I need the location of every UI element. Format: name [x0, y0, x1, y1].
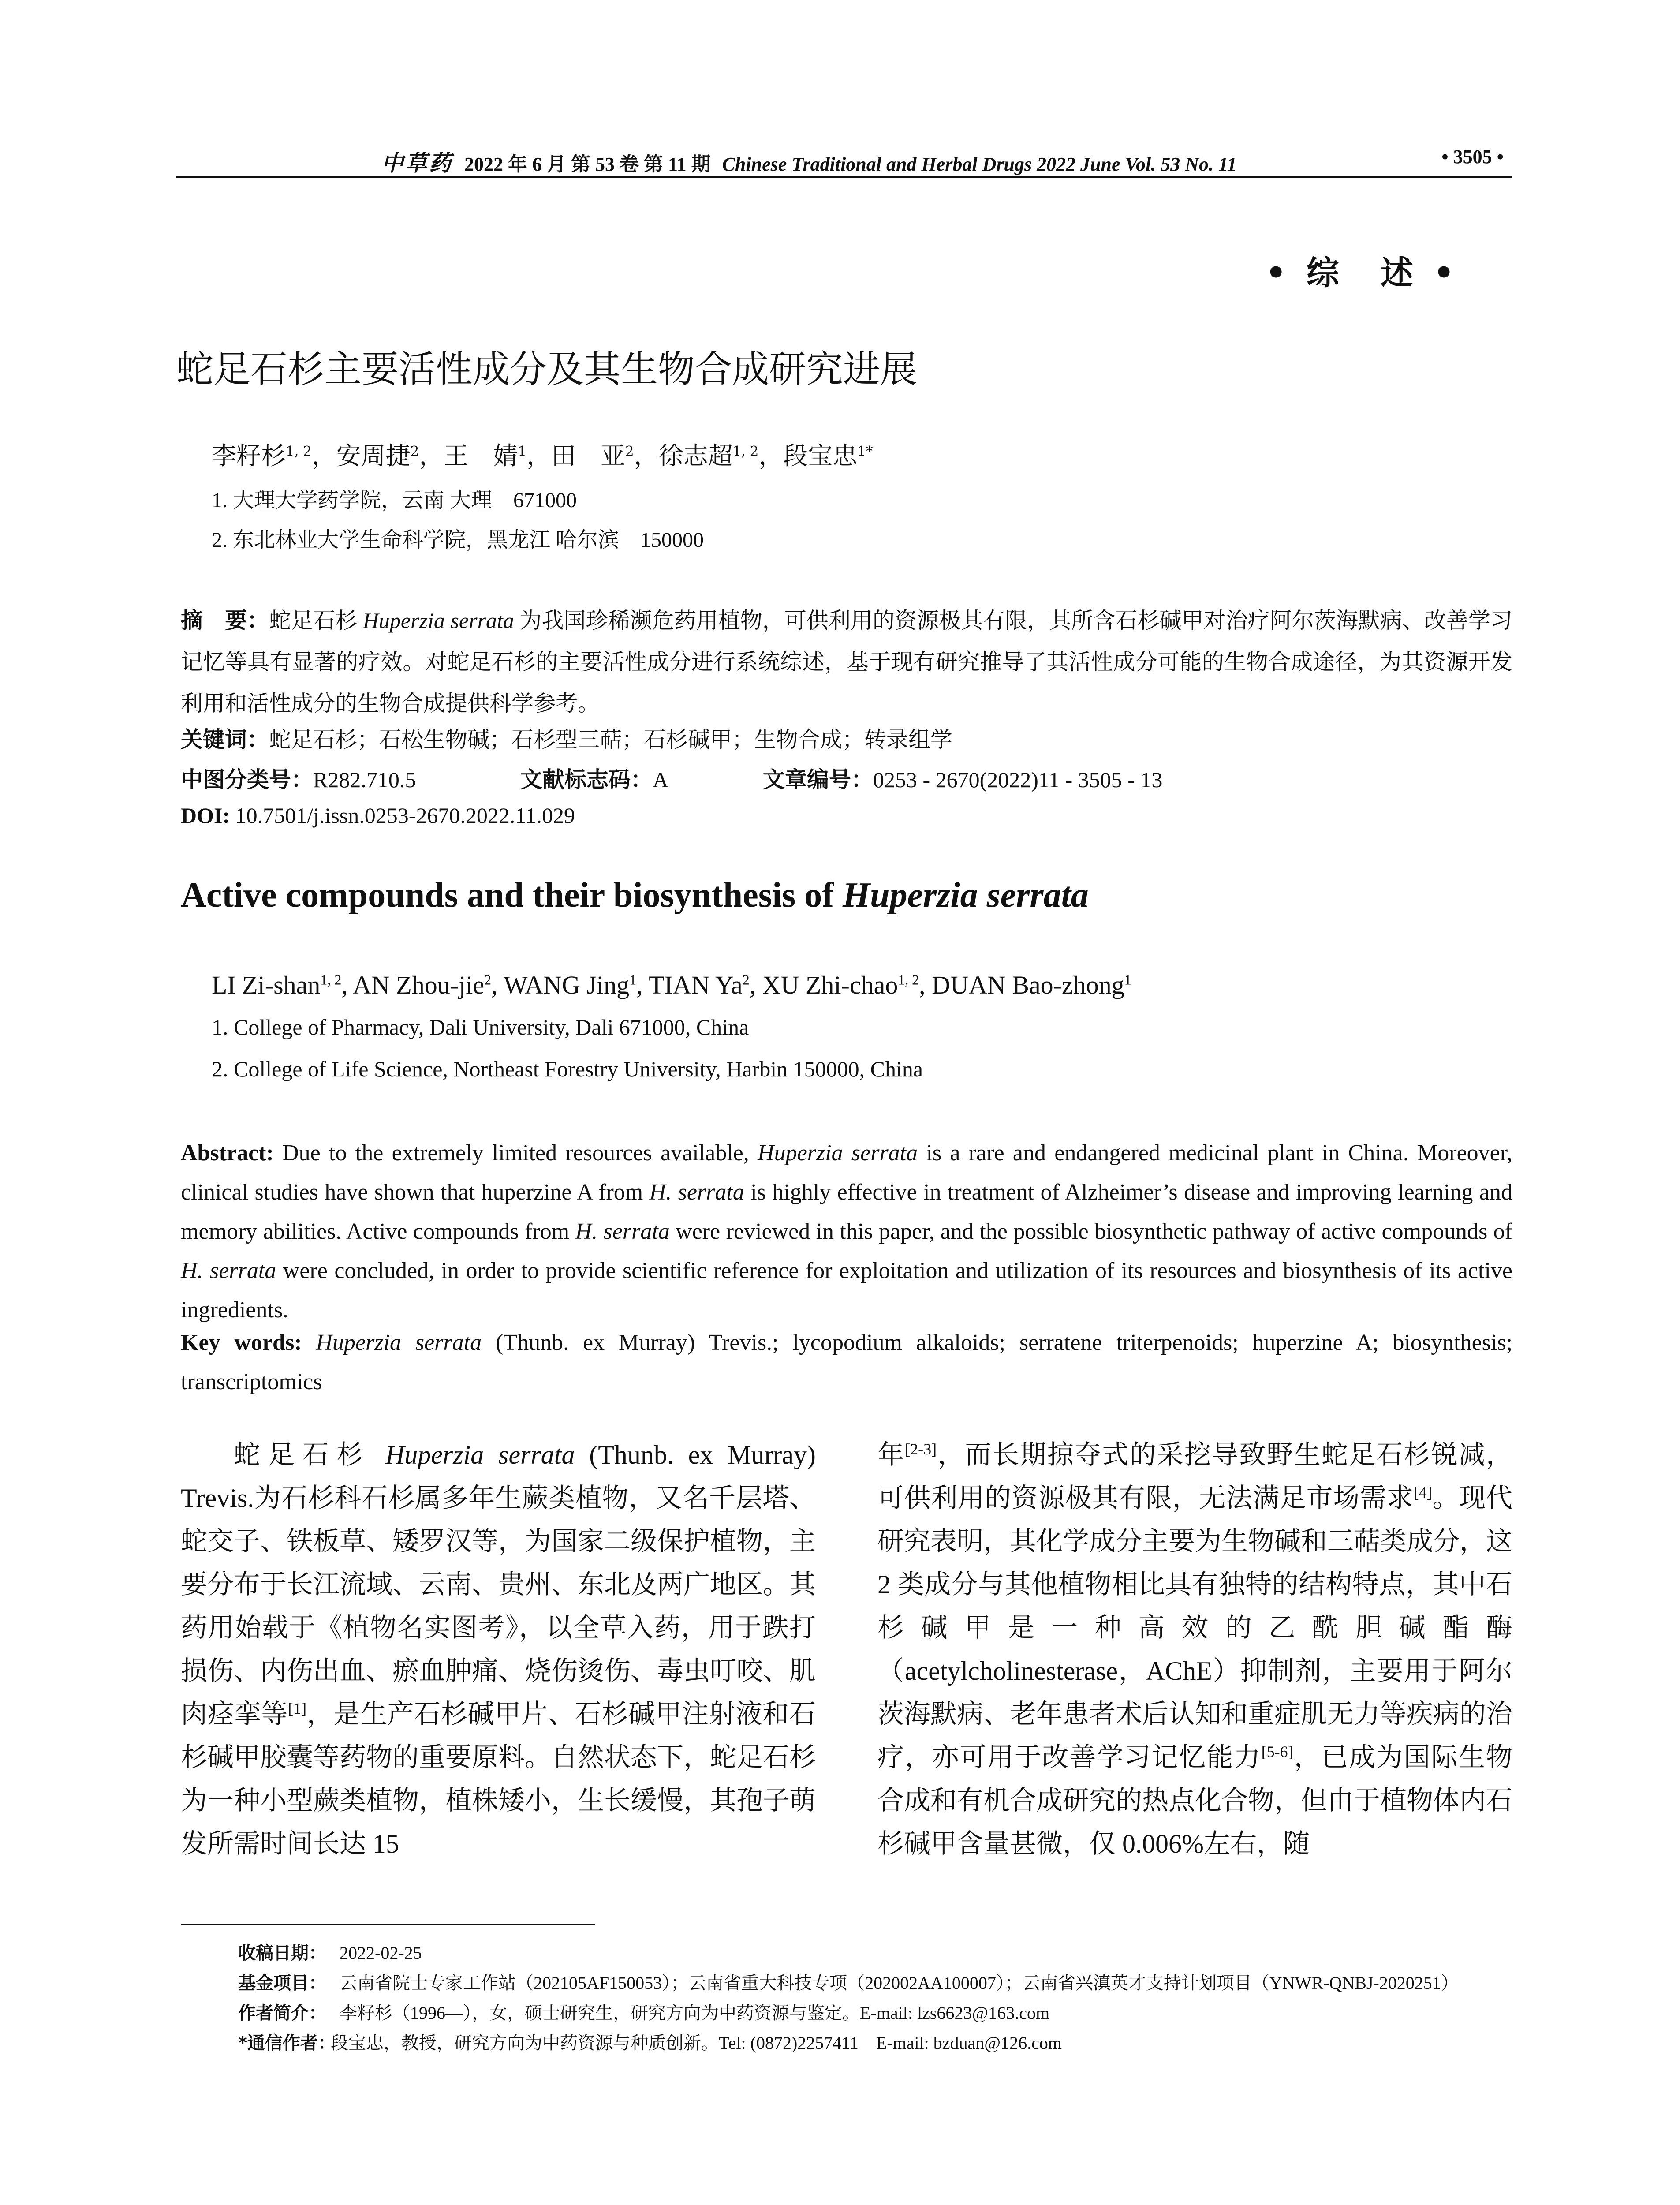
author-cn: 李籽杉$^{1, 2}$， [212, 442, 336, 471]
citation-ref: [4] [1413, 1484, 1432, 1501]
keywords-en-label: Key words: [181, 1330, 302, 1355]
affiliation-en-2: 2. College of Life Science, Northeast Forestry University, Harbin 150000, China [212, 1057, 923, 1081]
body-text-right-column: 年[2-3]，而长期掠夺式的采挖导致野生蛇足石杉锐减，可供利用的资源极其有限，无法满足市场需求[4]。现代研究表明，其化学成分主要为生物碱和三萜类成分，这 2 类成分与其他植物相比具有独特的结构特点，其中石杉碱甲是一种高效的乙酰胆碱酯酶（acetylcholinesterase，AChE）抑制剂，主要用于阿尔茨海默病、老年患者术后认知和重症肌无力等疾病的治疗，亦可用于改善学习记忆能力[5-6]，已成为国际生物合成和有机合成研究的热点化合物，但由于植物体内石杉碱甲含量甚微，仅 0.006%左右，随 [877, 1440, 1513, 1858]
keywords-cn [181, 722, 952, 754]
title-cn: 蛇足石杉主要活性成分及其生物合成研究进展 [176, 348, 918, 391]
running-header [176, 146, 1512, 176]
author-en: WANG Jing$^1$, [503, 971, 649, 999]
author-cn: 段宝忠$^{1*}$ [783, 442, 873, 471]
author-cn: 安周捷$^2$， [336, 442, 444, 471]
journal-logo-cn: 中草药 [381, 150, 453, 176]
author-en: AN Zhou-jie$^2$, [353, 971, 504, 999]
keywords-cn-text: 蛇足石杉；石松生物碱；石杉型三萜；石杉碱甲；生物合成；转录组学 [269, 727, 952, 752]
authors-cn [212, 437, 873, 472]
header-rule [176, 176, 1512, 178]
keywords-cn-label: 关键词： [181, 727, 269, 752]
classification-row [181, 762, 1512, 793]
article-number: 文章编号：0253 - 2670(2022)11 - 3505 - 13 [763, 767, 1163, 792]
citation-ref: [5-6] [1261, 1743, 1293, 1760]
section-label: • 综 述 • [1266, 254, 1459, 292]
species-name: Huperzia serrata [362, 608, 514, 633]
author-cn: 王 婧$^1$， [444, 442, 551, 471]
author-cn: 田 亚$^2$， [551, 442, 659, 471]
abstract-cn-text: 蛇足石杉 [269, 608, 363, 633]
footnotes [238, 1938, 1508, 2058]
footnote-fund: 基金项目： 云南省院士专家工作站（202105AF150053）；云南省重大科技专项（202002AA100007）；云南省兴滇英才支持计划项目（YNWR-QNBJ-2020251） [238, 1973, 1459, 1993]
abstract-en: Abstract: Due to the extremely limited resources available, Huperzia serrata is a rare and endangered medicinal plant in China. Moreover, clinical studies have shown that huperzine A from H. serrata is highly effective in treatment of Alzheimer’s disease and improving learning and memory abilities. Active compounds from H. serrata were reviewed in this paper, and the possible biosynthetic pathway of active compounds of H. serrata were concluded, in order to provide scientific reference for exploitation and utilization of its resources and biosynthesis of its active ingredients. [181, 1140, 1513, 1323]
author-en: DUAN Bao-zhong$^1$ [932, 971, 1131, 999]
journal-en: Chinese Traditional and Herbal Drugs 2022 June Vol. 53 No. 11 [722, 153, 1237, 175]
footnote-received: 收稿日期： 2022-02-25 [238, 1943, 422, 1963]
doi-value: 10.7501/j.issn.0253-2670.2022.11.029 [230, 803, 575, 828]
footnote-author-bio: 作者简介： 李籽杉（1996—），女，硕士研究生，研究方向为中药资源与鉴定。E-mail: lzs6623@163.com [238, 2003, 1050, 2023]
citation-ref: [2-3] [905, 1440, 937, 1458]
affiliation-cn-2: 2. 东北林业大学生命科学院，黑龙江 哈尔滨 150000 [212, 528, 704, 552]
title-en: Active compounds and their biosynthesis of Huperzia serrata [181, 876, 1089, 915]
page-number: • 3505 • [1441, 146, 1504, 168]
document-code: 文献标志码：A [520, 767, 669, 792]
species-name: Huperzia serrata [842, 876, 1089, 915]
author-en: TIAN Ya$^2$, [649, 971, 762, 999]
clc-number: 中图分类号：R282.710.5 [181, 767, 416, 792]
keywords-en: Key words: Huperzia serrata (Thunb. ex Murray) Trevis.; lycopodium alkaloids; serratene triterpenoids; huperzine A; biosynthesis; transcriptomics [181, 1330, 1513, 1394]
citation-ref: [1] [288, 1700, 307, 1717]
author-cn: 徐志超$^{1, 2}$， [658, 442, 784, 471]
affiliation-en-1: 1. College of Pharmacy, Dali University, Dali 671000, China [212, 1015, 749, 1039]
footnote-rule [181, 1924, 595, 1925]
footnote-corresponding-author: *通信作者： 段宝忠，教授，研究方向为中药资源与种质创新。Tel: (0872)2257411 E-mail: bzduan@126.com [238, 2033, 1062, 2053]
author-en: XU Zhi-chao$^{1, 2}$, [762, 971, 932, 999]
issue-cn: 2022 年 6 月 第 53 卷 第 11 期 [464, 153, 711, 175]
abstract-en-label: Abstract: [181, 1140, 274, 1166]
journal-citation-line [381, 146, 1237, 177]
author-en: LI Zi-shan$^{1, 2}$, [212, 971, 353, 999]
doi-label: DOI: [181, 803, 230, 828]
body-text-left-column: 蛇足石杉 Huperzia serrata (Thunb. ex Murray) Trevis.为石杉科石杉属多年生蕨类植物，又名千层塔、蛇交子、铁板草、矮罗汉等，为国家二级保护植物，主要分布于长江流域、云南、贵州、东北及两广地区。其药用始载于《植物名实图考》，以全草入药，用于跌打损伤、内伤出血、瘀血肿痛、烧伤烫伤、毒虫叮咬、肌肉痉挛等[1]，是生产石杉碱甲片、石杉碱甲注射液和石杉碱甲胶囊等药物的重要原料。自然状态下，蛇足石杉为一种小型蕨类植物，植株矮小，生长缓慢，其孢子萌发所需时间长达 15 [181, 1440, 816, 1858]
abstract-cn-label: 摘 要： [181, 608, 269, 633]
affiliation-cn-1: 1. 大理大学药学院，云南 大理 671000 [212, 489, 577, 512]
abstract-cn-text: 为我国珍稀濒危药用植物，可供利用的资源极其有限，其所含石杉碱甲对治疗阿尔茨海默病、改善学习记忆等具有显著的疗效。对蛇足石杉的主要活性成分进行系统综述，基于现有研究推导了其活性成分可能的生物合成途径，为其资源开发利用和活性成分的生物合成提供科学参考。 [181, 608, 1513, 716]
abstract-cn [181, 600, 1512, 724]
authors-en [212, 970, 1131, 1000]
doi [181, 803, 575, 828]
